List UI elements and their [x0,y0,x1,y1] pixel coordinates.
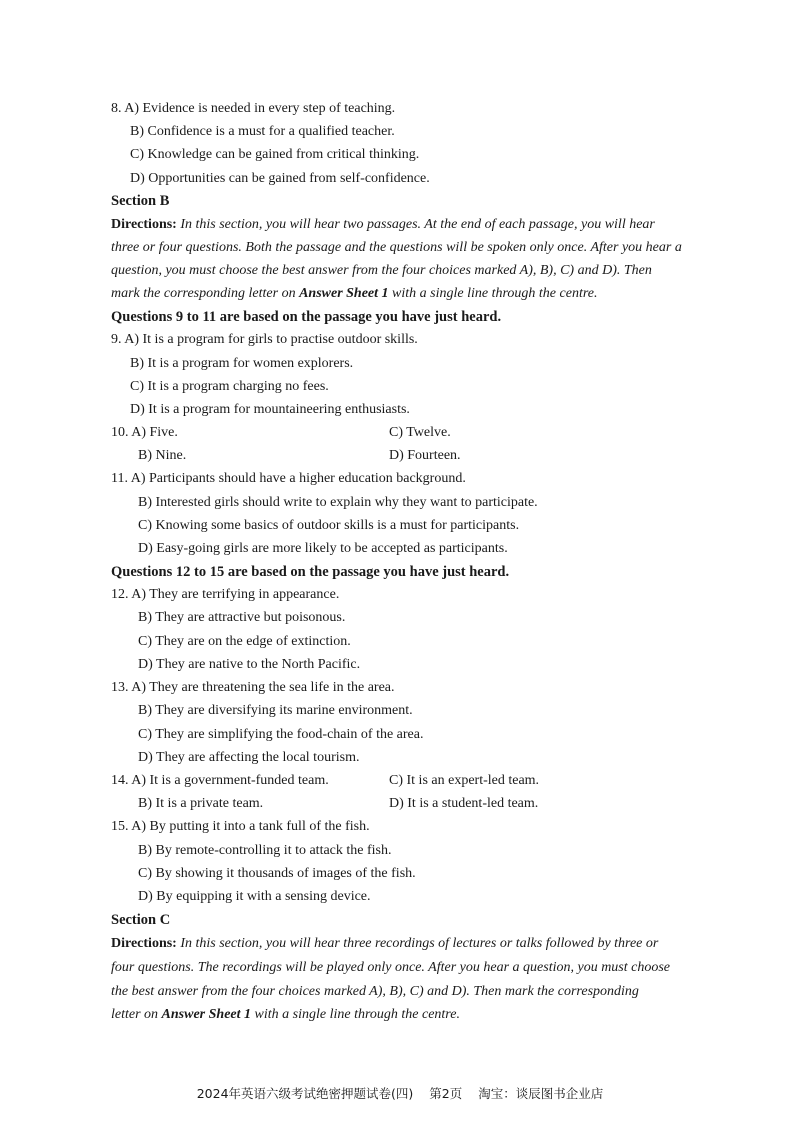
footer-page-number: 第2页 [429,1086,463,1101]
section-b-directions-line-1: Directions: In this section, you will hear two passages. At the end of each passage, you will hear [111,217,655,232]
section-b-directions-label: Directions: [111,217,177,232]
q9-number: 9. [111,332,122,347]
section-b-directions-line-2: three or four questions. Both the passage and the questions will be spoken only once. After you hear a [111,240,682,255]
answer-sheet-reference: Answer Sheet 1 [299,286,389,301]
q10-option-c: C) Twelve. [389,425,451,440]
footer-shop-info: 淘宝：谈辰图书企业店 [478,1086,604,1101]
q14-number: 14. [111,773,129,788]
q14-option-a: 14. A) It is a government-funded team. [111,773,329,788]
q13-option-a: 13. A) They are threatening the sea life in the area. [111,680,395,695]
q8-option-a: 8. A) Evidence is needed in every step of teaching. [111,101,396,116]
q8-number: 8. [111,101,122,116]
page-footer [0,1084,800,1102]
section-b-directions-line-3: question, you must choose the best answer from the four choices marked A), B), C) and D). Then [111,263,652,278]
q10-option-a: 10. A) Five. [111,425,178,440]
section-c-directions-line-3: the best answer from the four choices marked A), B), C) and D). Then mark the corresponding [111,984,639,999]
q14-option-d: D) It is a student-led team. [389,796,539,811]
q8-option-d: D) Opportunities can be gained from self-confidence. [130,171,430,186]
q11-number: 11. [111,471,128,486]
q13-option-c: C) They are simplifying the food-chain of the area. [138,727,424,742]
section-c-directions-line-2: four questions. The recordings will be played only once. After you hear a question, you must choose [111,960,671,975]
q11-option-c: C) Knowing some basics of outdoor skills is a must for participants. [138,518,520,533]
q11-option-a: 11. A) Participants should have a higher education background. [111,471,466,486]
q14-option-c: C) It is an expert-led team. [389,773,540,788]
q12-option-b: B) They are attractive but poisonous. [138,610,346,625]
q12-number: 12. [111,587,129,602]
q8-option-c: C) Knowledge can be gained from critical thinking. [130,147,420,162]
q15-option-a: 15. A) By putting it into a tank full of the fish. [111,819,370,834]
q13-option-b: B) They are diversifying its marine environment. [138,703,413,718]
q12-option-a: 12. A) They are terrifying in appearance. [111,587,340,602]
q13-number: 13. [111,680,129,695]
q14-option-b: B) It is a private team. [138,796,264,811]
q10-option-d: D) Fourteen. [389,448,461,463]
questions-12-15-heading: Questions 12 to 15 are based on the passage you have just heard. [111,564,510,580]
q15-option-b: B) By remote-controlling it to attack the fish. [138,843,392,858]
section-c-directions-line-1: Directions: In this section, you will hear three recordings of lectures or talks followed by three or [111,936,659,951]
q15-number: 15. [111,819,129,834]
section-c-directions-line-4: letter on Answer Sheet 1 with a single line through the centre. [111,1007,460,1022]
q12-option-c: C) They are on the edge of extinction. [138,634,351,649]
section-c-directions-label: Directions: [111,936,177,951]
questions-9-11-heading: Questions 9 to 11 are based on the passage you have just heard. [111,309,502,325]
q10-option-b: B) Nine. [138,448,187,463]
section-c-title: Section C [111,912,171,928]
answer-sheet-reference: Answer Sheet 1 [161,1007,252,1022]
q13-option-d: D) They are affecting the local tourism. [138,750,360,765]
section-b-title: Section B [111,193,170,209]
footer-exam-title: 2024年英语六级考试绝密押题试卷(四) [196,1086,414,1101]
q9-option-a: 9. A) It is a program for girls to practise outdoor skills. [111,332,418,347]
section-b-directions-line-4: mark the corresponding letter on Answer Sheet 1 with a single line through the centre. [111,286,598,301]
q12-option-d: D) They are native to the North Pacific. [138,657,361,672]
q10-number: 10. [111,425,129,440]
q9-option-c: C) It is a program charging no fees. [130,379,329,394]
q11-option-b: B) Interested girls should write to explain why they want to participate. [138,495,538,510]
q9-option-b: B) It is a program for women explorers. [130,356,354,371]
q15-option-c: C) By showing it thousands of images of the fish. [138,866,416,881]
q15-option-d: D) By equipping it with a sensing device. [138,889,371,904]
q9-option-d: D) It is a program for mountaineering enthusiasts. [130,402,410,417]
q11-option-d: D) Easy-going girls are more likely to be accepted as participants. [138,541,508,556]
q8-option-b: B) Confidence is a must for a qualified teacher. [130,124,395,139]
